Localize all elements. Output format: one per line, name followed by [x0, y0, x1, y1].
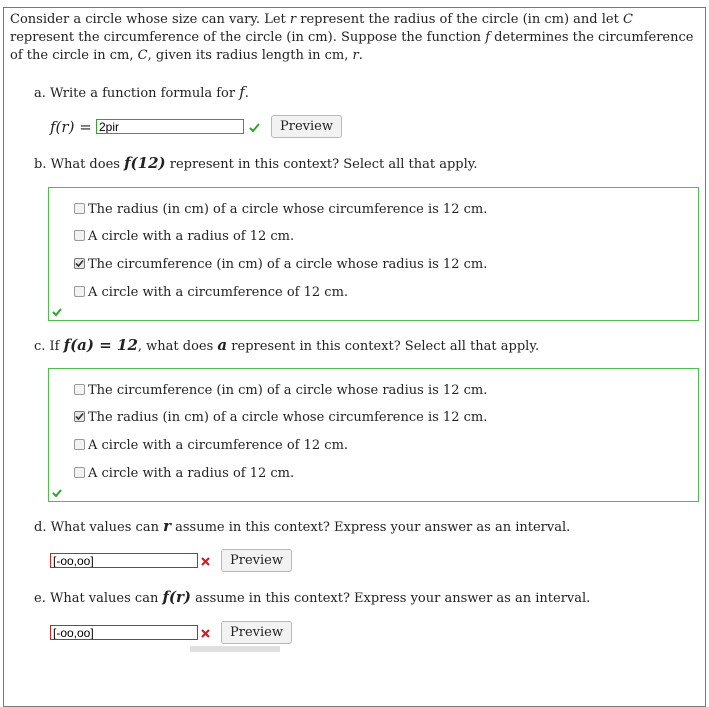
part-c-prompt-end: represent in this context? Select all that apply.	[227, 339, 540, 354]
checkbox[interactable]	[74, 384, 85, 395]
domain-interval-input[interactable]	[50, 553, 198, 568]
part-e-prompt-end: assume in this context? Express your answer as an interval.	[191, 591, 591, 606]
checkbox-checked[interactable]	[74, 258, 85, 269]
choice-label: A circle with a radius of 12 cm.	[88, 229, 295, 244]
part-b-prompt	[34, 154, 478, 172]
part-b-prompt-start: b. What does	[34, 157, 125, 172]
intro-text-4: determines the circumference of the circle in cm,	[10, 30, 694, 63]
part-c-prompt-mid: , what does	[137, 339, 218, 354]
choice-label: A circle with a circumference of 12 cm.	[88, 438, 349, 453]
part-c-prompt-start: c. If	[34, 339, 64, 354]
correct-check-icon	[249, 122, 260, 133]
choice-option[interactable]	[74, 410, 487, 426]
scrollbar-thumb[interactable]	[190, 646, 280, 652]
problem-intro	[10, 11, 700, 65]
part-e-prompt-start: e. What values can	[34, 591, 163, 606]
choice-option[interactable]	[74, 466, 294, 482]
correct-check-icon	[52, 307, 62, 317]
preview-button-d[interactable]: Preview	[221, 549, 292, 572]
choice-label: The radius (in cm) of a circle whose circumference is 12 cm.	[88, 410, 488, 425]
choice-label: A circle with a circumference of 12 cm.	[88, 285, 349, 300]
choice-label: A circle with a radius of 12 cm.	[88, 466, 295, 481]
part-a-prompt-f: f	[239, 83, 245, 101]
part-e-prompt	[34, 588, 590, 606]
intro-var-c: C	[622, 12, 633, 27]
part-a-prompt-end: .	[244, 86, 249, 101]
checkbox[interactable]	[74, 230, 85, 241]
incorrect-x-icon	[200, 628, 211, 639]
choice-label: The circumference (in cm) of a circle whose radius is 12 cm.	[88, 383, 488, 398]
intro-var-r-2: r	[352, 48, 359, 63]
range-interval-input[interactable]	[50, 625, 198, 640]
checkbox-checked[interactable]	[74, 411, 85, 422]
checkbox[interactable]	[74, 467, 85, 478]
choice-option[interactable]	[74, 202, 487, 218]
choice-label: The circumference (in cm) of a circle whose radius is 12 cm.	[88, 257, 488, 272]
part-c-prompt	[34, 336, 539, 354]
part-d-prompt-end: assume in this context? Express your answer as an interval.	[171, 520, 571, 535]
incorrect-x-icon	[200, 556, 211, 567]
choice-option[interactable]	[74, 285, 348, 301]
correct-check-icon	[52, 488, 62, 498]
part-c-prompt-a: a	[217, 336, 228, 354]
part-b-prompt-math: f(12)	[124, 154, 166, 172]
part-c-choice-box	[48, 368, 699, 502]
part-b-prompt-end: represent in this context? Select all that apply.	[165, 157, 478, 172]
preview-button-a[interactable]: Preview	[271, 115, 342, 138]
checkbox[interactable]	[74, 286, 85, 297]
intro-var-f: f	[485, 30, 490, 45]
choice-option[interactable]	[74, 257, 487, 273]
preview-button-e[interactable]: Preview	[221, 621, 292, 644]
intro-var-r: r	[289, 12, 297, 27]
part-c-prompt-math: f(a) = 12	[63, 336, 138, 354]
checkbox[interactable]	[74, 439, 85, 450]
intro-var-c-2: C	[137, 48, 148, 63]
intro-text-2: represent the radius of the circle (in cm) and let	[296, 12, 623, 27]
intro-text-3: represent the circumference of the circle (in cm). Suppose the function	[10, 30, 486, 45]
checkbox[interactable]	[74, 203, 85, 214]
choice-option[interactable]	[74, 383, 487, 399]
choice-label: The radius (in cm) of a circle whose circumference is 12 cm.	[88, 202, 488, 217]
part-b-choice-box	[48, 187, 699, 321]
intro-text-5: , given its radius length in cm,	[147, 48, 353, 63]
intro-text-6: .	[358, 48, 363, 63]
part-d-prompt-start: d. What values can	[34, 520, 164, 535]
intro-text-1: Consider a circle whose size can vary. Let	[10, 12, 290, 27]
choice-option[interactable]	[74, 438, 348, 454]
part-a-prompt	[34, 83, 249, 101]
part-e-prompt-math: f(r)	[162, 588, 192, 606]
function-formula-input[interactable]	[96, 119, 244, 134]
choice-option[interactable]	[74, 229, 294, 245]
part-a-prompt-text: a. Write a function formula for	[34, 86, 240, 101]
part-d-prompt-r: r	[163, 517, 171, 535]
function-label: f(r) =	[50, 118, 92, 136]
part-d-prompt	[34, 517, 570, 535]
